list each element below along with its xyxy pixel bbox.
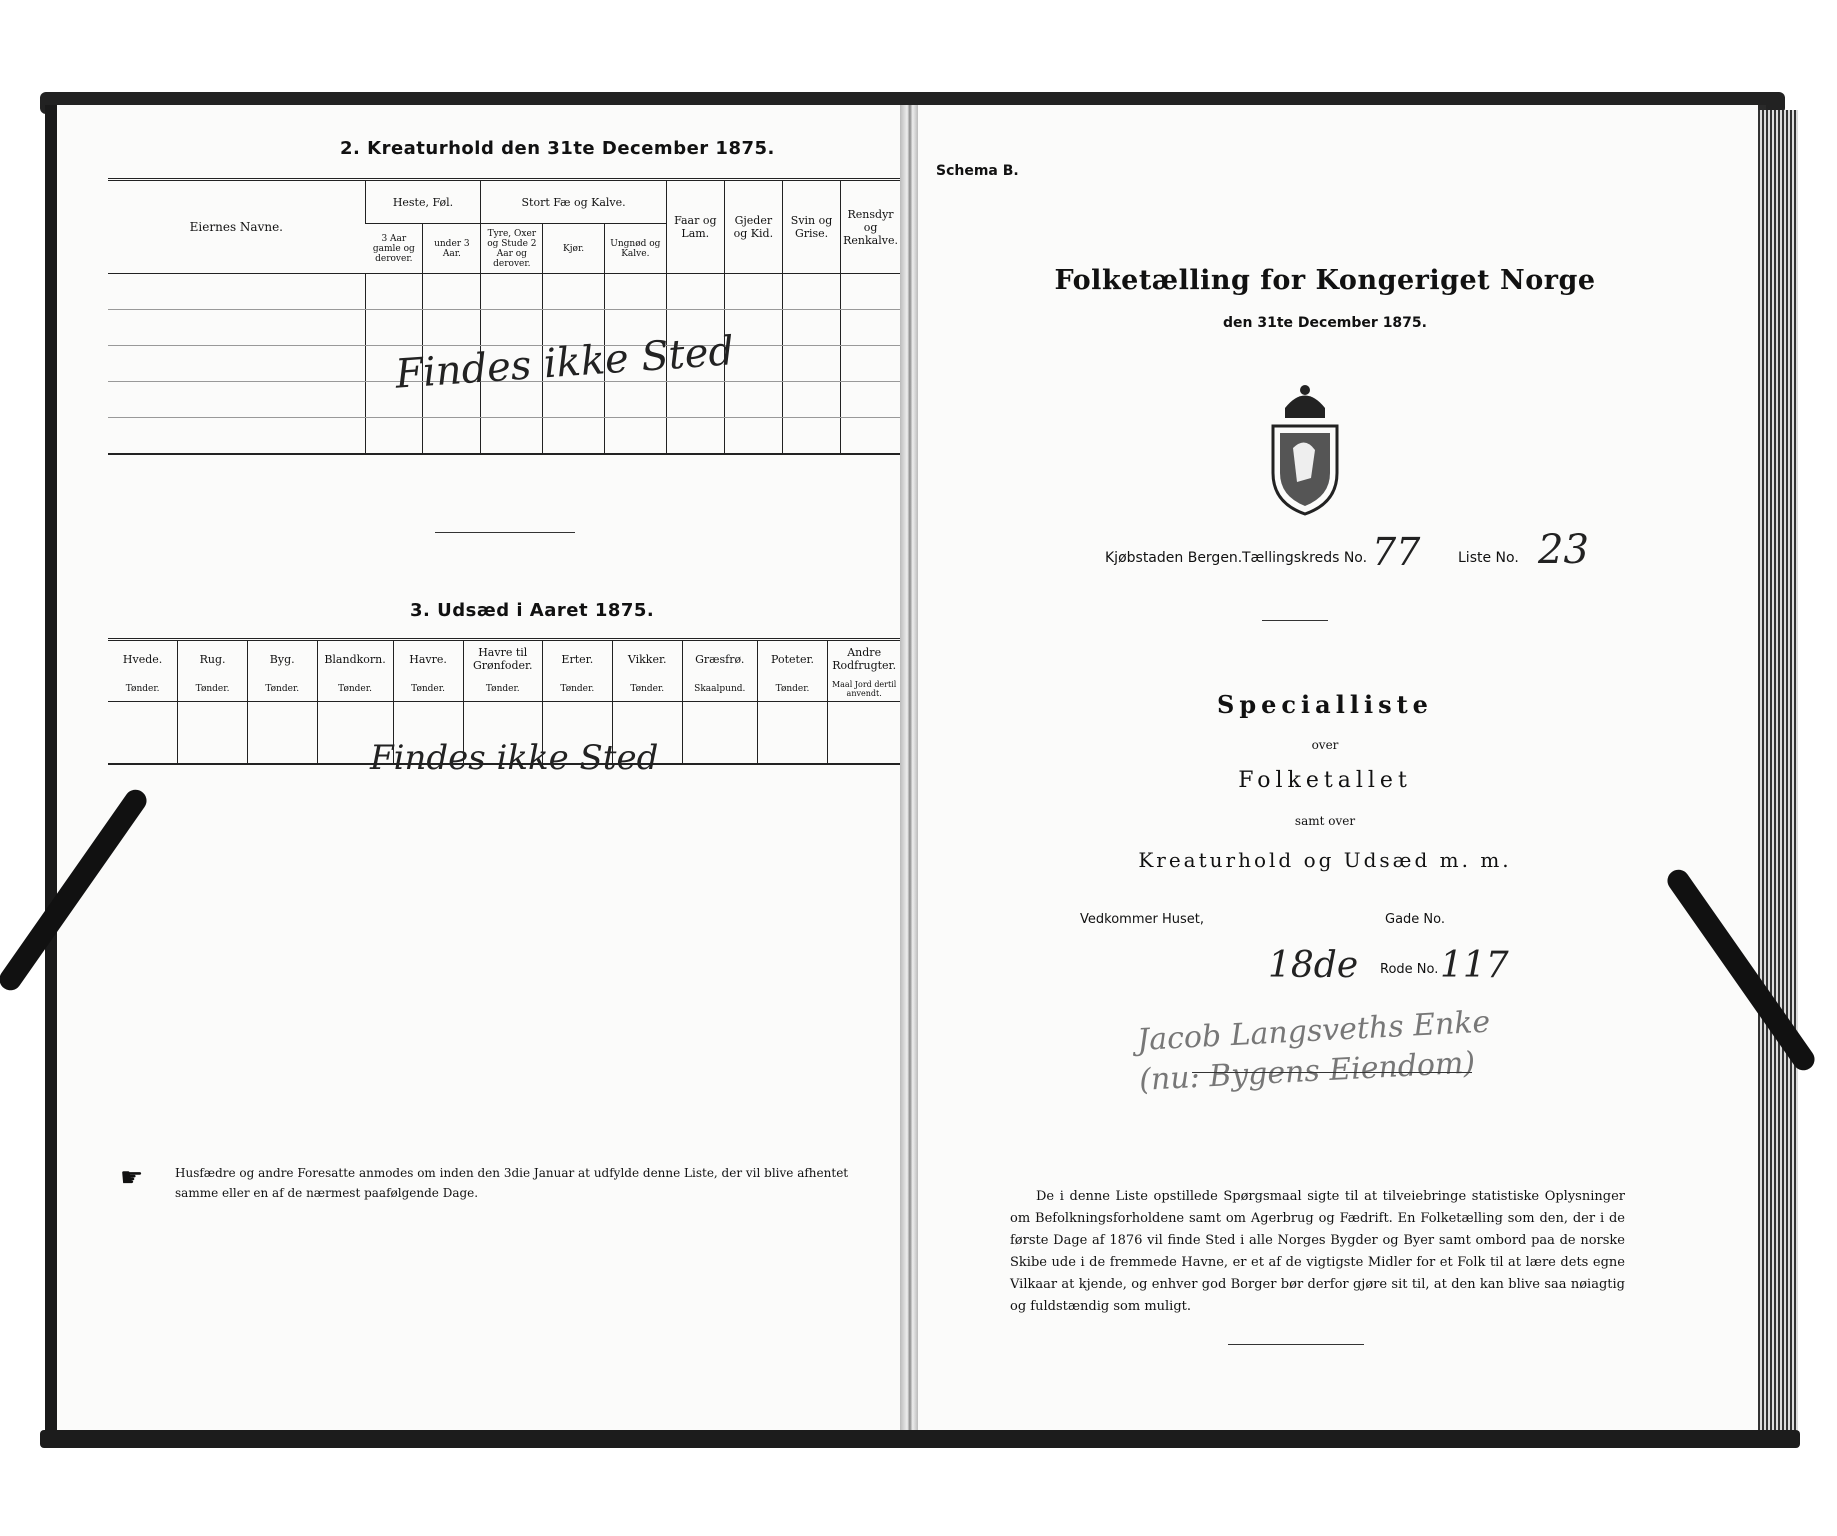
- owner-handwriting: Jacob Langsveths Enke (nu: Bygens Eiendom): [1136, 1004, 1492, 1098]
- page-edges: [1758, 110, 1798, 1430]
- divider: [1262, 620, 1328, 621]
- udsaed-header: Blandkorn.: [317, 640, 393, 678]
- owner-header: Eiernes Navne.: [189, 220, 283, 234]
- table-row: [108, 418, 900, 454]
- instructions-paragraph: De i denne Liste opstillede Spørgsmaal sigte til at tilveiebringe statistiske Oplysninger om Befolkningsforholdene samt om Agerbrug og Fædrift. En Folketælling som den, der i de første Dage af 1876 vil finde Sted i alle Norges Bygder og Byer samt ombord paa de norske Skibe ude i de fremmede Havne, er et af de vigtigste Midler for et Folk til at lære dets egne Vilkaar at kjende, og enhver god Borger bør derfor gjøre sit til, at den kan blive saa nøiagtig og fuldstændig som muligt.: [1010, 1189, 1625, 1314]
- table-row: [108, 274, 900, 310]
- ungnod-header: Ungnød og Kalve.: [604, 224, 666, 274]
- coat-of-arms-icon: [1255, 378, 1355, 518]
- schema-label: Schema B.: [936, 163, 1019, 179]
- heste-gamle-header: 3 Aar gamle og derover.: [372, 233, 415, 264]
- stort-fae-header: Stort Fæ og Kalve.: [481, 180, 667, 224]
- udsaed-header: Byg.: [247, 640, 317, 678]
- kreaturhold-table: [108, 178, 900, 455]
- heste-header: Heste, Føl.: [365, 180, 481, 224]
- divider: [1228, 1344, 1364, 1345]
- liste-label: Liste No.: [1458, 550, 1519, 566]
- udsaed-header: Havre til Grønfoder.: [463, 640, 542, 678]
- unit-label: Maal Jord dertil anvendt.: [828, 678, 900, 702]
- pointing-hand-icon: ☛: [120, 1163, 144, 1193]
- section3-title: 3. Udsæd i Aaret 1875.: [410, 600, 655, 621]
- rode-label: Rode No.: [1380, 962, 1439, 977]
- folketallet-title: Folketallet: [1238, 768, 1412, 793]
- unit-label: Tønder.: [247, 678, 317, 702]
- rode-prefix: 18de: [1268, 945, 1359, 986]
- census-date: den 31te December 1875.: [1223, 315, 1427, 331]
- svin-header: Svin og Grise.: [783, 180, 841, 274]
- udsaed-header: Græsfrø.: [682, 640, 757, 678]
- udsaed-header: Vikker.: [612, 640, 682, 678]
- footnote: Husfædre og andre Foresatte anmodes om inden den 3die Januar at udfylde denne Liste, der vil blive afhentet samme eller en af de nærmest paafølgende Dage.: [175, 1166, 849, 1200]
- udsaed-header: Hvede.: [122, 652, 163, 666]
- udsaed-header: Rug.: [178, 640, 248, 678]
- unit-label: Tønder.: [757, 678, 828, 702]
- udsaed-header: Andre Rodfrugter.: [828, 640, 900, 678]
- vedkommer-label: Vedkommer Huset,: [1080, 912, 1204, 927]
- specialliste-title: Specialliste: [1217, 690, 1433, 719]
- table-row: [108, 310, 900, 346]
- faar-header: Faar og Lam.: [666, 180, 724, 274]
- samt-over-label: samt over: [1294, 814, 1356, 828]
- unit-label: Tønder.: [317, 678, 393, 702]
- rode-value: 117: [1440, 945, 1509, 986]
- rensdyr-header: Rensdyr og Renkalve.: [841, 180, 900, 274]
- unit-label: Tønder.: [178, 678, 248, 702]
- udsaed-header: Poteter.: [757, 640, 828, 678]
- unit-label: Tønder.: [125, 684, 160, 695]
- heste-under-header: under 3 Aar.: [423, 224, 481, 274]
- page-title: Folketælling for Kongeriget Norge: [1054, 265, 1596, 296]
- book-bottom-edge: [40, 1430, 1800, 1448]
- gade-label: Gade No.: [1385, 912, 1446, 927]
- tyre-header: Tyre, Oxer og Stude 2 Aar og derover.: [481, 224, 543, 274]
- section2-title: 2. Kreaturhold den 31te December 1875.: [340, 138, 775, 159]
- unit-label: Tønder.: [393, 678, 463, 702]
- gjeder-header: Gjeder og Kid.: [724, 180, 782, 274]
- book-spine: [900, 105, 918, 1435]
- unit-label: Tønder.: [463, 678, 542, 702]
- kreds-label: Tællingskreds No.: [1242, 550, 1368, 566]
- unit-label: Tønder.: [612, 678, 682, 702]
- kreds-value: 77: [1372, 530, 1421, 574]
- over-label: over: [1311, 738, 1339, 752]
- kjobstad-label: Kjøbstaden Bergen.: [1105, 550, 1243, 566]
- section2-handwriting: Findes ikke Sted: [393, 328, 736, 398]
- kjor-header: Kjør.: [543, 224, 604, 274]
- section3-handwriting: Findes ikke Sted: [370, 738, 659, 778]
- liste-value: 23: [1538, 527, 1589, 573]
- signature-line: [1192, 1072, 1472, 1073]
- udsaed-header: Havre.: [393, 640, 463, 678]
- unit-label: Skaalpund.: [682, 678, 757, 702]
- kreaturhold-title: Kreaturhold og Udsæd m. m.: [1138, 848, 1512, 872]
- divider: [435, 532, 575, 533]
- unit-label: Tønder.: [542, 678, 612, 702]
- udsaed-header: Erter.: [542, 640, 612, 678]
